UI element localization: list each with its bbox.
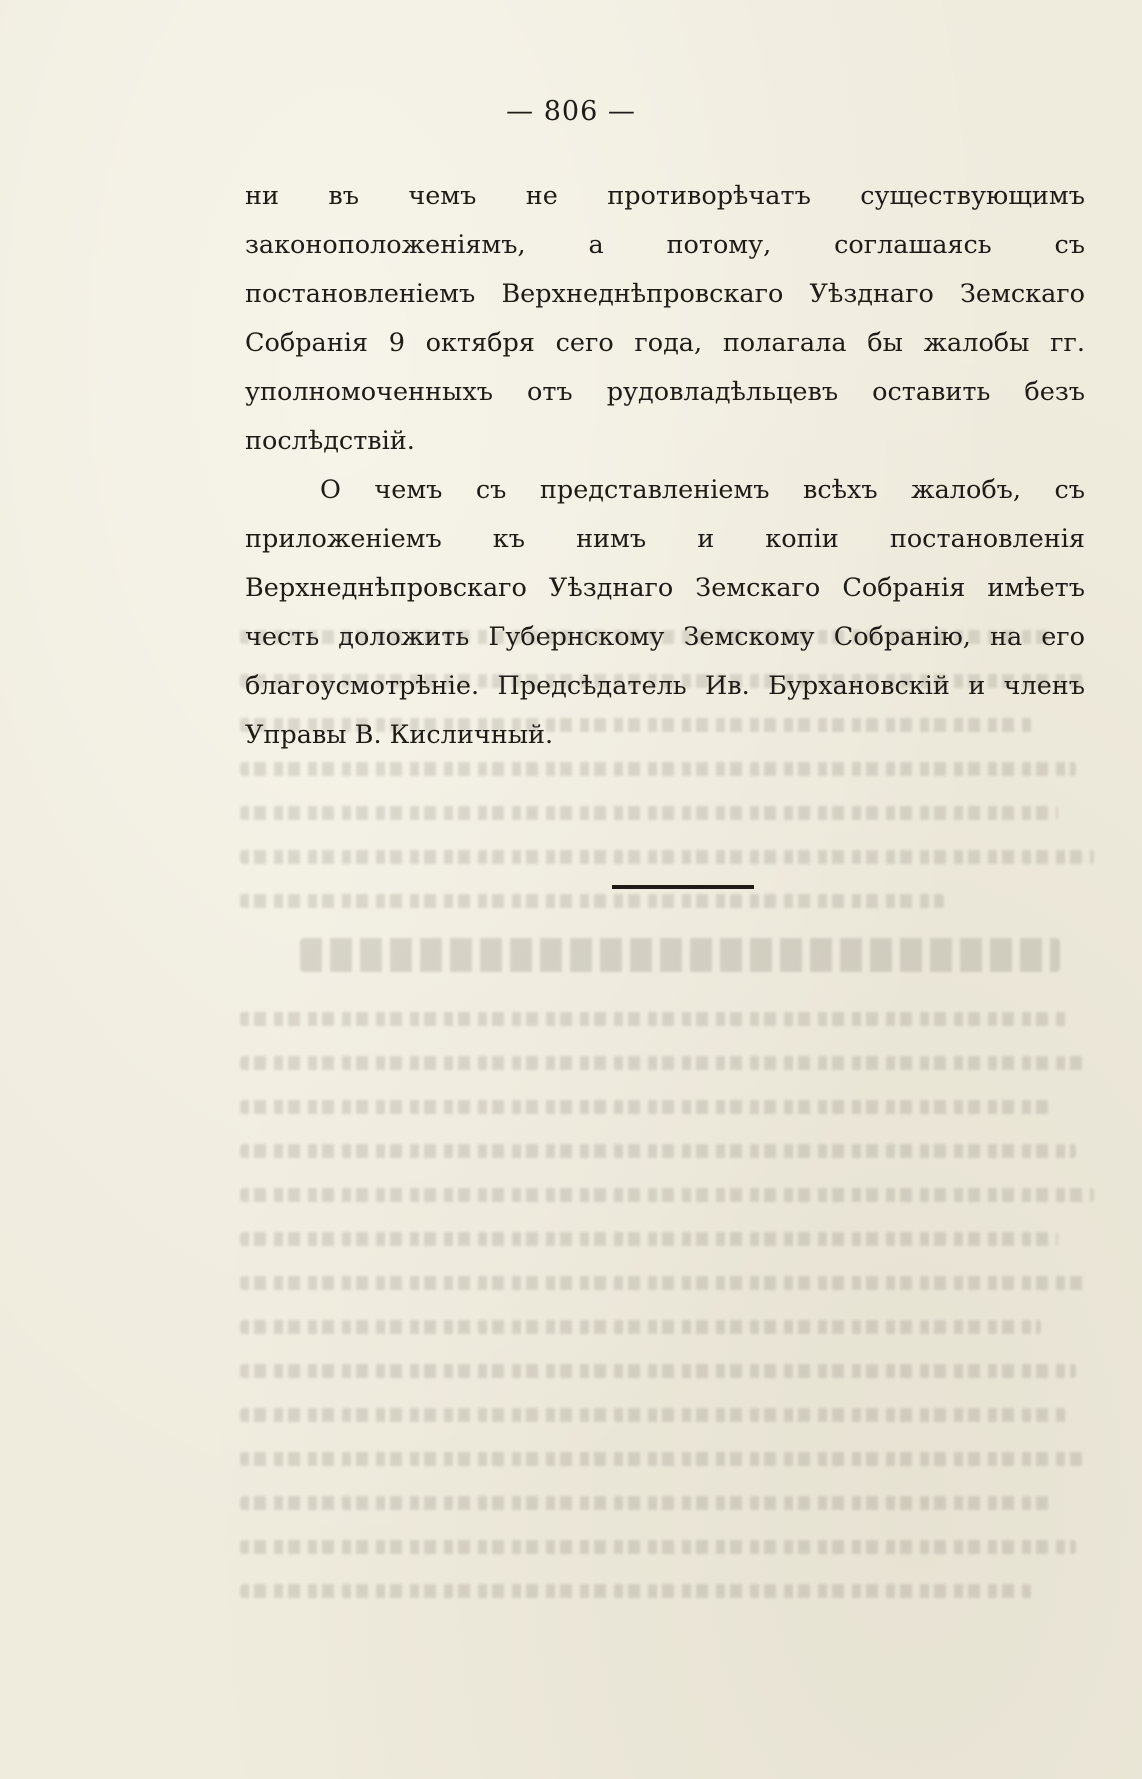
body-text [245,172,1085,760]
section-divider-rule [612,885,754,889]
paragraph-conclusion: ни въ чемъ не противорѣчатъ существующимъ законоположеніямъ, а потому, соглашаясь съ постановленіемъ Верхнеднѣпровскаго Уѣзднаго Земскаго Собранія 9 октября сего года, полагала бы жалобы гг. уполномоченныхъ отъ рудовладѣльцевъ оставить безъ послѣдствій. [245,181,1085,456]
bleed-through-text [240,630,1120,1760]
paragraph-report-signature: О чемъ съ представленіемъ всѣхъ жалобъ, съ приложеніемъ къ нимъ и копіи постановленія Верхнеднѣпровскаго Уѣзднаго Земскаго Собранія имѣетъ честь доложить Губернскому Земскому Собранію, на его благоусмотрѣніе. Предсѣдатель Ив. Бурхановскій и членъ Управы В. Кисличный. [245,475,1085,750]
page-number: — 806 — [506,96,636,127]
